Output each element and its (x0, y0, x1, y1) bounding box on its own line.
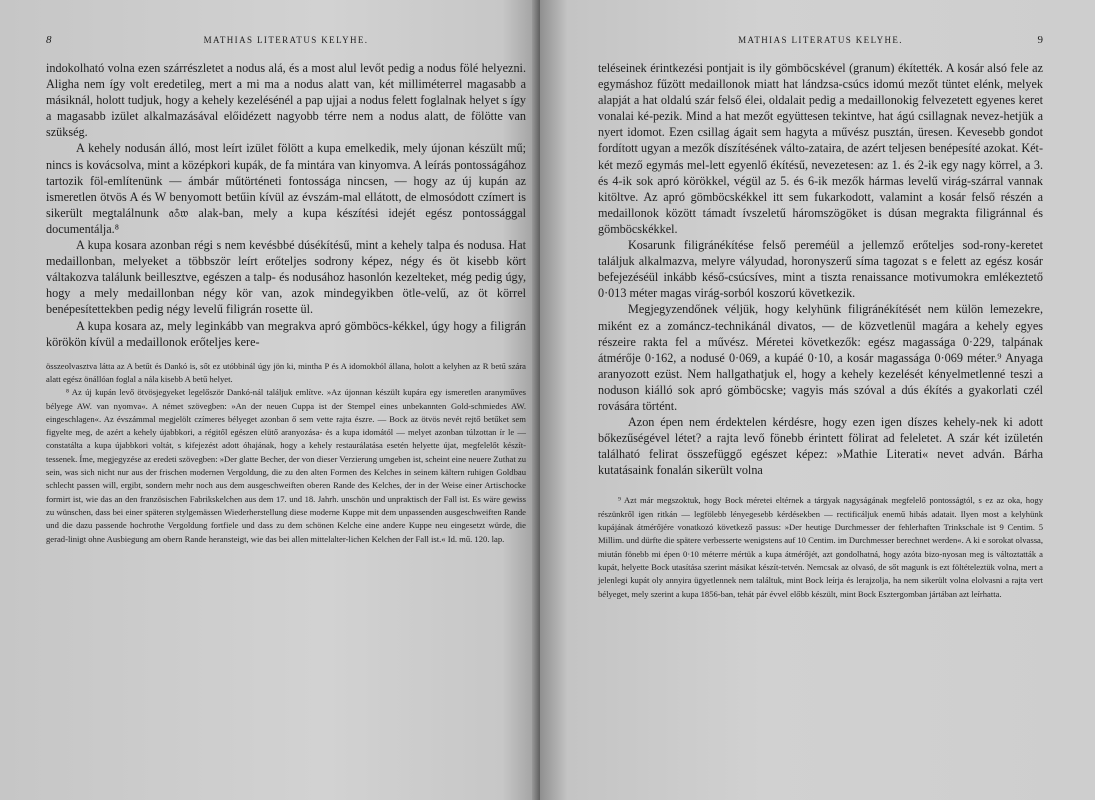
footnote: összeolvasztva látta az A betűt és Dankó is, sőt ez utóbbinál úgy jön ki, mintha P és A idomokból állana, holott a kelyhen az R betű szára alatt egész önállóan foglal a nála kisebb A betű helyet. (46, 360, 526, 384)
paragraph: indokolható volna ezen szárrészletet a nodus alá, és a most alul levőt pedig a nodus fölé helyezni. Aligha nem így volt eredetileg, mert a mi ma a nodus alatt van, két milliméterrel magasabb a másiknál, holott tudjuk, hogy a kehely kezelésénél a pap ujjai a nodus felett foglalnak helyet s így a magasabb izület alkalmazásával előidézett nagyobb térre nem a nodus alatt, de fölötte van szükség. (46, 61, 526, 140)
right-page (540, 0, 1095, 800)
paragraph: teléseinek érintkezési pontjait is ily gömböcskével (granum) ékítették. A kosár alsó fele az egymáshoz fűzött medaillonok miatt hat lándzsa-csúcs idomú mezőt tüntet elénk, melyek alapját a hat oldalú szár felső élei, oldalait pedig a medaillonokig felvezetett egyenes keret vonalai ké-pezik. Mind a hat mezőt együttesen tekintve, hat ágú csillagnak nevez-hetjük a nyert idomot. Ezen csillag ágait sem hagyta a művész pusztán, üresen. Kevesebb gondot fordított ugyan a mezők díszítésének válto-zataira, de azért teljesen benépesíté azokat. Két-két mező egymás mel-lett egyenlő ékítésű, nevezetesen: az 1. és 2-ik egy nagy körrel, a 3. és 4-ik sok apró körökkel, végül az 5. és 6-ik mezők hármas levelű virág-szárral vannak kitöltve. Az apró gömböcskékkel itt sem fukarkodott, valamint a kosár felső részén a medaillonok között támadt ívszeletű háromszögöket is dúsan megrakta filigránnal és gömböcskékkel. (598, 61, 1043, 236)
right-page-number: 9 (1037, 34, 1043, 46)
footnote: ⁸ Az új kupán levő ötvösjegyeket legelőször Dankó-nál találjuk említve. »Az újonnan készült kupára egy ismeretlen aranyműves bélyege AW. van nyomva«. A német szövegben: »An der neuen Cuppa ist der Stempel eines unbekannten Gold-schmiedes AW. eingeschlagen«. Az évszámmal megjelölt czímeres bélyeget azonban ő sem vette rajta észre. — Bock az ötvös nevét rejtő betűket sem figyelte meg, de azért a kehely újabbkori, a régitől egészen elütő aranyozása- és a kupa idomától — melyet azonban túlzottan ír le — constatálta a kupa újabbkori voltát, s kifejezést adott óhajának, hogy a kehely restaurálatása esetén helyette újat, megfelelőt készít-tessenek. Íme, megjegyzése az eredeti szövegben: »Der glatte Becher, der von dieser Verzierung umgeben ist, scheint eine neuere Zuthat zu sein, was sich nicht nur aus der frischen modernen Vergoldung, die zu den alten Formen des Kelches in seinem kältern ruhigen Goldbau schlecht passen will, ergibt, sondern mehr noch aus dem ausgeschweiften oberen Rande des Kelches, der in der Weise einer Artischocke formirt ist, wie das an den französischen Fabrikskelchen aus dem 17. und 18. Jahrh. unschön und unpraktisch der Fall ist. Es wäre gewiss zu wünschen, dass bei einer späteren stylgemässen Wiederherstellung diese moderne Kuppe mit dem unpassenden ausgeschweiften Rande und die dazu passende hochrothe Vergoldung fortfiele und dass zu dem schönen Kelche eine andere Kuppe neu eingesetzt würde, die gerad-linigt ohne Ausbiegung am obern Rande heransteigt, wie das bei allen mittelalter-lichen Kelchen der Fall ist.« Id. mű. 120. lap. (46, 387, 526, 544)
paragraph: Azon épen nem érdektelen kérdésre, hogy ezen igen díszes kehely-nek ki adott bőkezűségével létet? a rajta levő fönebb érintett fölirat ad feleletet. A szár két izületén található felirat összefüggő egészet képez: »Mathie Literati« nevet adván. Bárha kutatásaink fonalán sikerült volna (598, 415, 1043, 478)
paragraph: Kosarunk filigránékítése felső pereméül a jellemző erőteljes sod-rony-keretet találjuk alkalmazva, melyre vályudad, horonyszerű síma tagozat s e felett az egész kosár befejezéséül inkább késő-csúcsíves, mint a tiszta renaissance motivumokra emlékeztető 0·013 méter magas virág-sorból koszorú következik. (598, 238, 1043, 301)
left-page (0, 0, 540, 800)
left-running-head: MATHIAS LITERATUS KELYHE. (203, 35, 369, 45)
left-footnotes (46, 360, 526, 546)
right-running-head: MATHIAS LITERATUS KELYHE. (738, 35, 903, 45)
footnote: ⁹ Azt már megszoktuk, hogy Bock méretei eltérnek a tárgyak nagyságának megfelelő pontosságtól, s ez az oka, hogy részünkről igen ritkán — legfölebb lényegesebb kérdésekben — rectificáljuk enemű hibás adatait. Ilyen most a kelyhünk kupájának átmérőjére vonatkozó következő passus: »Der heutige Durchmesser der fehlerhaften Trinkschale ist 9 Centim. 5 Millim. und dürfte die spätere verbesserte wenigstens auf 10 Centim. im Durchmesser berechnet werden«. A ki e sorokat olvassa, miután fönebb mi épen 0·10 méterre mértük a kupa átmérőjét, azt gondolhatná, hogy azóta bizo-nyosan meg is változtatták a kupát, helyette Bock utasítása szerint másikat készít-tetvén. Nemcsak az olvasó, de sőt magunk is ezt föltételeztük volna, mert a jelenlegi kupát oly annyira ügyetlennek nem találtuk, mint Bock leírja és lerajzolja, ha nem sikerült volna elolvasni a rajta vert bélyeget, mely szerint a kupa 1856-ban, tehát pár évvel előbb készült, mint Bock Esztergomban jártában azt leírhatta. (598, 495, 1043, 599)
right-page-body (598, 60, 1043, 478)
paragraph: Megjegyzendőnek véljük, hogy kelyhünk filigránékítését nem külön lemezekre, miként ez a zománcz-technikánál divatos, — de közvetlenül magára a kehely egyes részeire rakta fel a művész. Méretei következők: egész magassága 0·229, talpának átmérője 0·162, a nodusé 0·069, a kupáé 0·10, a kosár magassága 0·069 méter.⁹ Anyaga aranyozott ezüst. Nem hallgathatjuk el, hogy a kehely kezelését kényelmetlenné teszi a noduson kiálló sok apró gömböcske; vagyis más szóval a dús ékítés a gyakorlati czél rovására történt. (598, 302, 1043, 413)
paragraph: A kupa kosara azonban régi s nem kevésbbé dúsékítésű, mint a kehely talpa és nodusa. Hat medaillonban, melyeket a többször leírt erőteljes sodrony képez, négy és öt kisebb kört váltakozva találunk beillesztve, egészen a talp- és nodusához hasonlón kezelteket, még pedig úgy, hogy a mely medaillonban négy kör van, azok mindegyikben ötle-velű, az öt körrel benépesítettekben pedig négy levelű filigrán rosette ül. (46, 238, 526, 317)
right-footnotes (598, 494, 1043, 600)
left-page-number: 8 (46, 34, 52, 46)
paragraph: A kehely nodusán álló, most leírt izület fölött a kupa emelkedik, mely újonan készült mű; nincs is kovácsolva, mint a középkori kupák, de fa mintára van kinyomva. A leírás pontosságához tartozik föl-említenünk — ámbár műtörténeti fontossága nincsen, — hogy az új kupán az ismeretlen ötvös A és W benyomott betűin kívül az évszám-mal ellátott, de elmosódott czímert is sikerült megtalálnunk 𝔞♁𝔴 alak-ban, mely a kupa készítési idejét egész pontossággal documentálja.⁸ (46, 141, 526, 236)
paragraph: A kupa kosara az, mely leginkább van megrakva apró gömböcs-kékkel, úgy hogy a filigrán körökön kívül a medaillonok erőteljes kere- (46, 318, 526, 349)
right-page-header (598, 34, 1043, 48)
left-page-header (46, 34, 526, 48)
left-page-body (46, 60, 526, 350)
